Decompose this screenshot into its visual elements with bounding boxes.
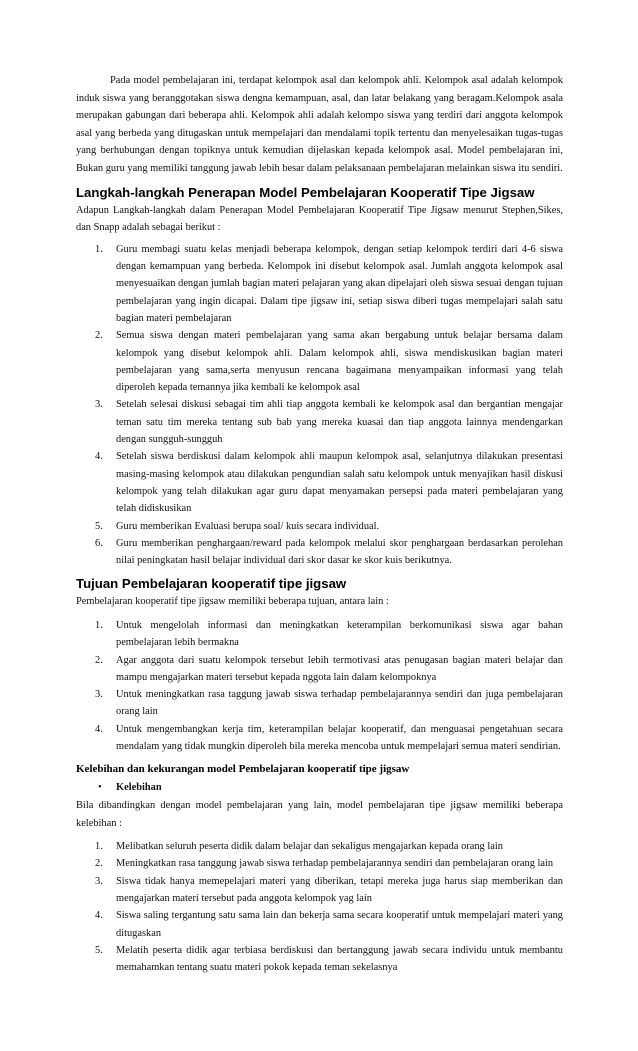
list-number: 5. bbox=[95, 944, 103, 956]
section3-list bbox=[76, 838, 563, 976]
list-item bbox=[76, 838, 563, 855]
list-number: 6. bbox=[95, 537, 103, 549]
list-number: 1. bbox=[95, 841, 103, 853]
list-number: 4. bbox=[95, 910, 103, 922]
list-text: Untuk mengembangkan kerja tim, keterampilan belajar kooperatif, dan menguasai pengetahuan secara mendalam yang tidak mungkin diperoleh bila mereka mencoba untuk mempelajari semua materi sendirian. bbox=[116, 723, 563, 753]
list-number: 2. bbox=[95, 654, 103, 666]
section2-lead: Pembelajaran kooperatif tipe jigsaw memiliki beberapa tujuan, antara lain : bbox=[76, 596, 389, 608]
list-number: 5. bbox=[95, 520, 103, 532]
list-number: 3. bbox=[95, 399, 103, 411]
list-item bbox=[76, 873, 563, 908]
list-number: 4. bbox=[95, 451, 103, 463]
list-item bbox=[76, 942, 563, 977]
list-item bbox=[76, 448, 563, 517]
list-item bbox=[76, 617, 563, 652]
list-number: 3. bbox=[95, 875, 103, 887]
heading-kelebihan-kekurangan: Kelebihan dan kekurangan model Pembelajaran kooperatif tipe jigsaw bbox=[76, 763, 410, 776]
bullet-list bbox=[76, 779, 563, 797]
list-item bbox=[76, 652, 563, 687]
section3-lead: Bila dibandingkan dengan model pembelajaran yang lain, model pembelajaran tipe jigsaw memiliki beberapa kelebihan : bbox=[76, 799, 563, 829]
list-item bbox=[76, 855, 563, 872]
list-item bbox=[76, 535, 563, 570]
list-number: 1. bbox=[95, 619, 103, 631]
heading-tujuan: Tujuan Pembelajaran kooperatif tipe jigsaw bbox=[76, 576, 347, 592]
list-text: Setelah siswa berdiskusi dalam kelompok ahli maupun kelompok asal, selanjutnya dilakukan presentasi masing-masing kelompok atau dilakukan pengundian salah satu kelompok untuk menyajikan hasil diskusi kelompok yang telah dilakukan agar guru dapat menyamakan persepsi pada materi pembelajaran yang telah didiskusikan bbox=[116, 451, 563, 515]
list-text: Guru memberikan penghargaan/reward pada kelompok melalui skor penghargaan berdasarkan perolehan nilai peningkatan hasil belajar individual dari skor dasar ke skor kuis berikutnya. bbox=[116, 537, 563, 567]
intro-paragraph: Pada model pembelajaran ini, terdapat kelompok asal dan kelompok ahli. Kelompok asal adalah kelompok induk siswa yang beranggotakan siswa dengna kemampuan, asal, dan latar belakang yang beragam.Kelompok asala merupakan gabungan dari beberapa ahli. Kelompok ahli adalah kelompo siswa yang terdiri dari anggota kelompok asal yang berbeda yang ditugaskan untuk mempelajari dan mendalami topik tertentu dan menyelesaikan tugas-tugas yang berhubungan dengan topiknya untuk kemudian dijelaskan kepada kelompok asal. Model pembelajaran ini, Bukan guru yang memiliki tanggung jawab lebih besar dalam pelaksanaan pembelajaran melainkan siswa itu sendiri. bbox=[76, 75, 563, 174]
list-text: Guru memberikan Evaluasi berupa soal/ kuis secara individual. bbox=[116, 520, 380, 532]
list-item bbox=[76, 907, 563, 942]
section1-list bbox=[76, 241, 563, 570]
list-number: 1. bbox=[95, 243, 103, 255]
list-number: 3. bbox=[95, 689, 103, 701]
bullet-icon: • bbox=[98, 782, 102, 794]
list-text: Untuk meningkatkan rasa taggung jawab siswa terhadap pembelajarannya sendiri dan juga pembelajaran orang lain bbox=[116, 689, 563, 718]
heading-langkah-langkah: Langkah-langkah Penerapan Model Pembelajaran Kooperatif Tipe Jigsaw bbox=[76, 184, 535, 200]
list-item bbox=[76, 686, 563, 721]
list-text: Siswa tidak hanya memepelajari materi yang diberikan, tetapi mereka juga harus siap memberikan dan mengajarkan materi tersebut pada anggota kelompok yag lain bbox=[116, 875, 563, 905]
bullet-item-kelebihan bbox=[76, 779, 563, 797]
list-item bbox=[76, 396, 563, 448]
list-item bbox=[76, 327, 563, 396]
list-item bbox=[76, 721, 563, 756]
list-item bbox=[76, 241, 563, 327]
list-text: Agar anggota dari suatu kelompok tersebut lebih termotivasi atas penugasan bagian materi belajar dan mampu mengajarkan materi tersebut kepada nggota lain dalam kelompoknya bbox=[116, 654, 563, 683]
bullet-label: Kelebihan bbox=[116, 782, 162, 794]
list-text: Melatih peserta didik agar terbiasa berdiskusi dan bertanggung jawab secara individu untuk membantu memahamkan tentang suatu materi pokok kepada teman sekelasnya bbox=[116, 944, 563, 974]
list-number: 4. bbox=[95, 723, 103, 735]
list-number: 2. bbox=[95, 858, 103, 870]
list-text: Meningkatkan rasa tanggung jawab siswa terhadap pembelajarannya sendiri dan pembelajaran orang lain bbox=[116, 858, 554, 870]
section1-lead: Adapun Langkah-langkah dalam Penerapan Model Pembelajaran Kooperatif Tipe Jigsaw menurut Stephen,Sikes, dan Snapp adalah sebagai berikut : bbox=[76, 204, 563, 234]
list-text: Untuk mengelolah informasi dan meningkatkan keterampilan berkomunikasi siswa agar bahan pembelajaran lebih bermakna bbox=[116, 619, 563, 649]
list-text: Semua siswa dengan materi pembelajaran yang sama akan bergabung untuk belajar bersama dalam kelompok yang disebut kelompok ahli. Dalam kelompok ahli, siswa mendiskusikan bagian materi pembelajaran yang sama,serta menyusun rencana bagaimana menyampaikan informasi yang telah diperoleh kepada temannya jika kembali ke kelompok asal bbox=[116, 330, 563, 394]
list-text: Setelah selesai diskusi sebagai tim ahli tiap anggota kembali ke kelompok asal dan bergantian mengajar teman satu tim mereka tentang sub bab yang mereka kuasai dan tiap anggota lainnya mendengarkan dengan sungguh-sungguh bbox=[116, 399, 563, 446]
list-item bbox=[76, 518, 563, 535]
list-text: Guru membagi suatu kelas menjadi beberapa kelompok, dengan setiap kelompok terdiri dari 4-6 siswa dengan kemampuan yang berbeda. Kelompok ini disebut kelompok asal. Jumlah anggota kelompok asal menyesuaikan dengan jumlah bagian materi pelajaran yang akan dipelajari oleh siswa sesuai dengan tujuan pembelajaran yang ingin dicapai. Dalam tipe jigsaw ini, setiap siswa diberi tugas mempelajari salah satu bagian materi pembelajaran bbox=[116, 243, 563, 324]
list-number: 2. bbox=[95, 330, 103, 342]
list-text: Siswa saling tergantung satu sama lain dan bekerja sama secara kooperatif untuk mempelajari materi yang ditugaskan bbox=[116, 910, 563, 939]
list-text: Melibatkan seluruh peserta didik dalam belajar dan sekaligus mengajarkan kepada orang lain bbox=[116, 841, 503, 853]
section2-list bbox=[76, 617, 563, 755]
